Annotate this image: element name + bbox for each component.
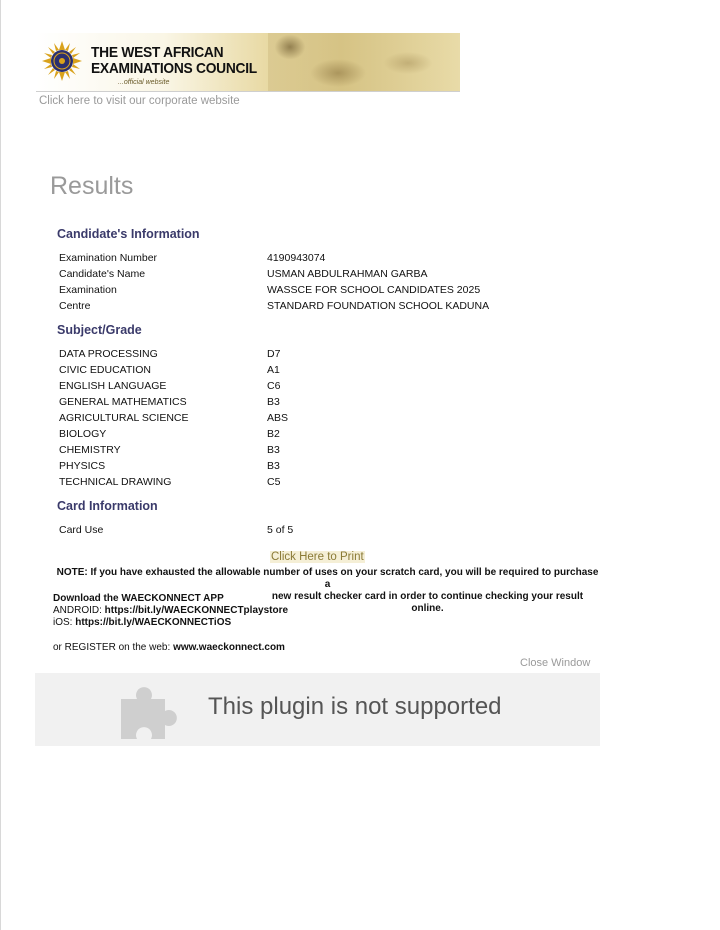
subject-grade: D7	[267, 348, 281, 360]
candidate-info-label: Examination Number	[59, 252, 158, 264]
plugin-unsupported-message: This plugin is not supported	[208, 693, 502, 720]
subject-name: CHEMISTRY	[59, 444, 121, 456]
council-title	[91, 45, 257, 77]
subject-grade-row	[59, 348, 619, 364]
candidate-info-value: STANDARD FOUNDATION SCHOOL KADUNA	[267, 300, 490, 312]
council-title-line2: EXAMINATIONS COUNCIL	[91, 60, 257, 77]
subject-grade: A1	[267, 364, 280, 376]
candidate-info-row	[59, 268, 619, 284]
candidate-info-value: USMAN ABDULRAHMAN GARBA	[267, 268, 428, 280]
subject-grade-heading: Subject/Grade	[57, 323, 142, 337]
page-title: Results	[50, 172, 134, 200]
candidate-info-label: Centre	[59, 300, 91, 312]
candidate-info-value: WASSCE FOR SCHOOL CANDIDATES 2025	[267, 284, 481, 296]
puzzle-piece-icon	[117, 677, 183, 743]
corporate-website-link[interactable]: Click here to visit our corporate website	[39, 95, 240, 107]
subject-name: TECHNICAL DRAWING	[59, 476, 172, 488]
subject-grade: B2	[267, 428, 280, 440]
register-web-link[interactable]: www.waeckonnect.com	[173, 642, 285, 653]
subject-grade-row	[59, 476, 619, 492]
card-use-row	[59, 524, 619, 540]
ios-link[interactable]: https://bit.ly/WAECKONNECTiOS	[75, 617, 232, 628]
print-link[interactable]: Click Here to Print	[271, 551, 364, 563]
candidate-info-label: Candidate's Name	[59, 268, 146, 280]
subject-grade-row	[59, 396, 619, 412]
register-label: or REGISTER on the web:	[53, 642, 174, 653]
subject-grade-row	[59, 380, 619, 396]
waec-seal-icon	[42, 41, 82, 81]
candidate-info-value: 4190943074	[267, 252, 326, 264]
subject-grade: ABS	[267, 412, 289, 424]
subject-name: CIVIC EDUCATION	[59, 364, 151, 376]
android-label: ANDROID:	[53, 605, 105, 616]
official-website-tagline: ...official website	[118, 79, 170, 86]
ios-label: iOS:	[53, 617, 76, 628]
subject-grade: B3	[267, 396, 280, 408]
page-left-border	[0, 0, 1, 930]
subject-grade: B3	[267, 444, 280, 456]
banner-photo	[268, 33, 460, 91]
subject-grade-row	[59, 444, 619, 460]
subject-name: PHYSICS	[59, 460, 106, 472]
candidate-info-heading: Candidate's Information	[57, 227, 200, 241]
card-info-heading: Card Information	[57, 499, 158, 513]
note-line-2: new result checker card in order to continue checking your result online.	[271, 591, 584, 614]
subject-grade-row	[59, 364, 619, 380]
subject-grade-row	[59, 412, 619, 428]
subject-name: GENERAL MATHEMATICS	[59, 396, 187, 408]
unsupported-plugin-box	[35, 673, 600, 746]
candidate-info-row	[59, 252, 619, 268]
app-download-heading: Download the WAECKONNECT APP	[53, 593, 224, 604]
subject-name: AGRICULTURAL SCIENCE	[59, 412, 189, 424]
card-use-label: Card Use	[59, 524, 104, 536]
banner-divider	[36, 91, 460, 92]
candidate-info-label: Examination	[59, 284, 117, 296]
subject-grade: B3	[267, 460, 280, 472]
candidate-info-row	[59, 300, 619, 316]
subject-grade-row	[59, 460, 619, 476]
subject-name: BIOLOGY	[59, 428, 107, 440]
subject-name: ENGLISH LANGUAGE	[59, 380, 167, 392]
android-line	[53, 605, 288, 617]
android-link[interactable]: https://bit.ly/WAECKONNECTplaystore	[104, 605, 289, 616]
ios-line	[53, 617, 231, 629]
close-window-link[interactable]: Close Window	[520, 657, 591, 669]
subject-grade-row	[59, 428, 619, 444]
register-line	[53, 642, 285, 654]
card-use-value: 5 of 5	[267, 524, 294, 536]
waec-banner	[36, 33, 460, 91]
council-title-line1: THE WEST AFRICAN	[91, 44, 224, 61]
subject-grade: C6	[267, 380, 281, 392]
note-line-1: NOTE: If you have exhausted the allowable number of uses on your scratch card, you will be required to purchase a	[56, 567, 599, 590]
candidate-info-row	[59, 284, 619, 300]
subject-name: DATA PROCESSING	[59, 348, 158, 360]
subject-grade: C5	[267, 476, 281, 488]
